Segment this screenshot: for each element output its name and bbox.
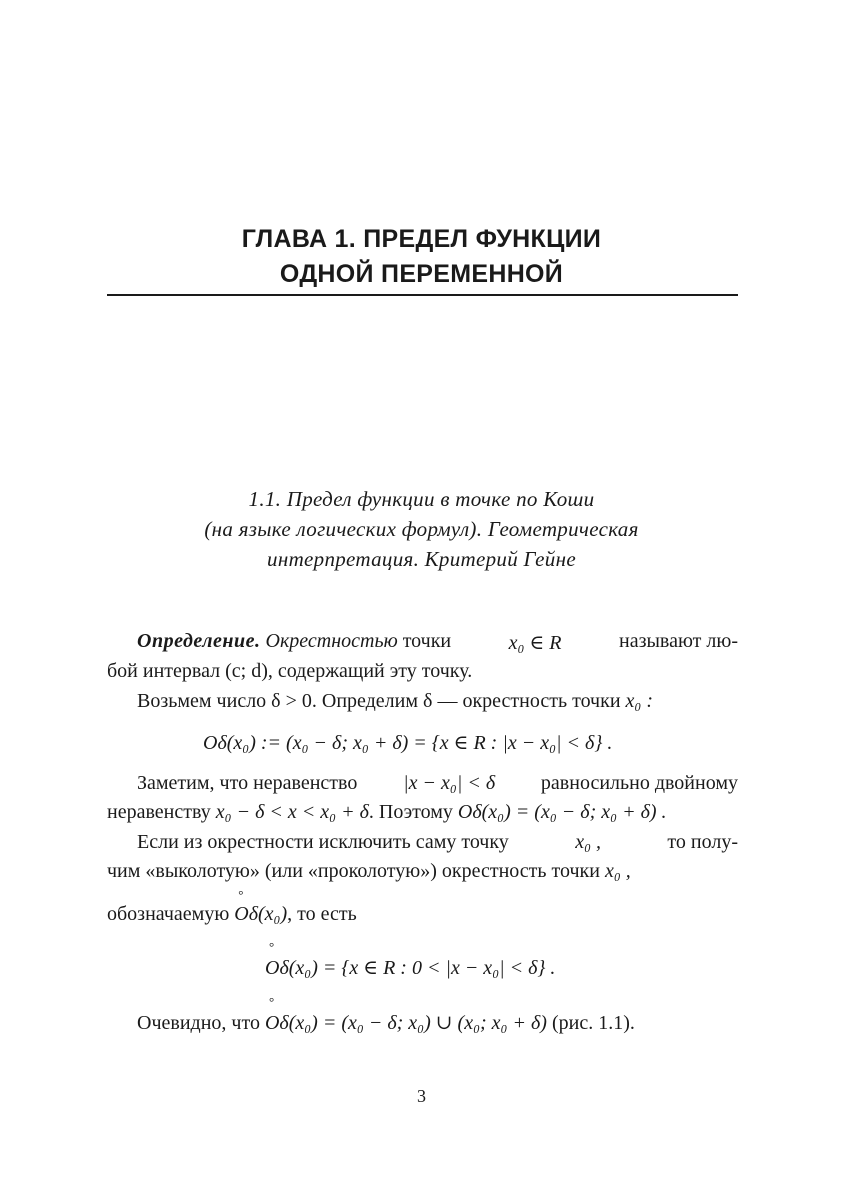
equation-1: Oδ(x₀) := (x₀ − δ; x₀ + δ) = {x ∈ R : |x − x₀| < δ} . — [203, 732, 613, 754]
chapter-rule — [107, 294, 738, 296]
text: (рис. 1.1). — [551, 1012, 635, 1034]
page-number: 3 — [417, 1086, 426, 1106]
definition-line1 — [137, 630, 738, 655]
section-title-line1: 1.1. Предел функции в точке по Коши — [248, 487, 595, 511]
text: Очевидно, что — [137, 1012, 260, 1034]
chapter-title-line2: ОДНОЙ ПЕРЕМЕННОЙ — [279, 260, 564, 288]
equation-2 — [265, 955, 555, 980]
formula-neighborhood-interval: Oδ(x₀) = (x₀ − δ; x₀ + δ) . — [457, 801, 667, 823]
section-title — [0, 484, 843, 574]
text: , то есть — [287, 903, 357, 925]
formula-double-inequality: x₀ − δ < x < x₀ + δ — [215, 801, 369, 823]
formula-x0: x₀ , — [604, 860, 631, 882]
paragraph-4-line3 — [107, 903, 357, 926]
formula-punctured-neighborhood-def: ° Oδ(x₀) = {x ∈ R : 0 < |x − x₀| < δ} . — [265, 955, 555, 980]
text: Заметим, что неравенство — [137, 772, 358, 794]
paragraph-5 — [137, 1010, 635, 1035]
paragraph-3-line2 — [107, 801, 667, 824]
formula-punctured-union: ° Oδ(x₀) = (x₀ − δ; x₀) ∪ (x₀; x₀ + δ) — [265, 1010, 547, 1035]
text: чим «выколотую» (или «проколотую») окрестность точки — [107, 860, 600, 882]
text: называют лю- — [619, 630, 738, 652]
text: равносильно двойному — [540, 772, 738, 794]
text: Если из окрестности исключить саму точку — [137, 831, 509, 853]
paragraph-4-line2 — [107, 860, 631, 883]
paragraph-4-line1 — [137, 831, 738, 854]
paragraph-2 — [137, 690, 653, 713]
chapter-title-line1: ГЛАВА 1. ПРЕДЕЛ ФУНКЦИИ — [241, 225, 602, 253]
paragraph-3-line1 — [137, 772, 738, 795]
text: Возьмем число δ > 0. Определим δ — окрестность точки — [137, 690, 621, 712]
chapter-title — [0, 222, 843, 292]
definition-label: Определение. — [137, 630, 261, 652]
definition-line2: бой интервал (c; d), содержащий эту точку. — [107, 660, 473, 682]
section-title-line3: интерпретация. Критерий Гейне — [267, 547, 576, 571]
formula-abs-inequality: |x − x₀| < δ — [403, 772, 496, 794]
formula-punctured-neighborhood: ° Oδ(x₀) — [234, 903, 287, 926]
section-title-line2: (на языке логических формул). Геометрическая — [204, 517, 639, 541]
formula-x0-in-R: x₀ ∈ R — [508, 632, 562, 654]
text: неравенству — [107, 801, 211, 823]
formula-x0: x₀ : — [625, 690, 654, 712]
text: точки — [402, 630, 452, 652]
formula-x0: x₀ , — [575, 831, 602, 853]
text: . Поэтому — [368, 801, 453, 823]
text: то полу- — [667, 831, 738, 853]
term-neighborhood: Окрестностью — [265, 630, 398, 652]
text: обозначаемую — [107, 903, 230, 925]
